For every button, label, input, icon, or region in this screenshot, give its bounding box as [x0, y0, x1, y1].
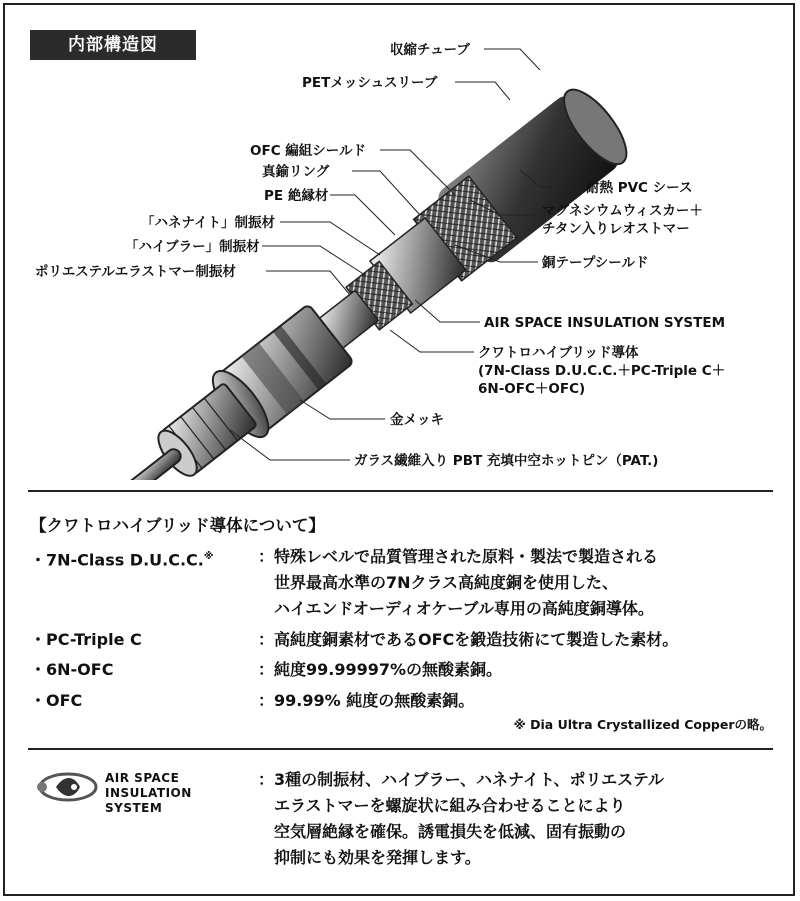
- label-conductor-3: 6N-OFC＋OFC): [478, 381, 586, 397]
- label-pet-mesh: PETメッシュスリーブ: [302, 75, 438, 91]
- label-copper-tape: 銅テープシールド: [542, 255, 649, 271]
- desc-ofc: ：99.99% 純度の無酸素銅。: [258, 691, 475, 710]
- page-title: 内部構造図: [30, 30, 196, 60]
- label-pe-insulation: PE 絶縁材: [264, 188, 329, 204]
- label-air-space: AIR SPACE INSULATION SYSTEM: [484, 315, 726, 331]
- term-6n: ・6N-OFC: [30, 660, 114, 679]
- label-pbt-pin: ガラス繊維入り PBT 充填中空ホットピン（PAT.): [354, 453, 659, 469]
- air-space-line1: ：3種の制振材、ハイブラー、ハネナイト、ポリエステル: [258, 770, 665, 789]
- air-space-logo-icon: [30, 767, 100, 807]
- label-ofc-shield: OFC 編組シールド: [250, 143, 367, 159]
- air-space-description: [258, 767, 664, 871]
- divider-top: [28, 490, 773, 492]
- footnote: ※ Dia Ultra Crystallized Copperの略。: [513, 717, 772, 732]
- label-shrink-tube: 収縮チューブ: [390, 42, 470, 58]
- label-polyester: ポリエステルエラストマー制振材: [35, 264, 236, 280]
- divider-bottom: [28, 748, 773, 750]
- desc-7n-line1: ：特殊レベルで品質管理された原料・製法で製造される: [258, 547, 659, 566]
- air-space-line3: 空気層絶縁を確保。誘電損失を低減、固有振動の: [258, 822, 627, 841]
- logo-text-line2: INSULATION SYSTEM: [105, 786, 192, 815]
- conductor-section-title: 【クワトロハイブリッド導体について】: [30, 516, 325, 535]
- label-pvc-sheath: 耐熱 PVC シース: [586, 180, 693, 196]
- term-pctc: ・PC-Triple C: [30, 630, 142, 649]
- logo-text-line1: AIR SPACE: [105, 771, 180, 785]
- label-hybler: 「ハイブラー」制振材: [125, 239, 260, 255]
- label-conductor-1: クワトロハイブリッド導体: [478, 345, 639, 361]
- air-space-logo: [30, 767, 250, 815]
- hot-pin-shape: [102, 446, 183, 480]
- label-hanenite: 「ハネナイト」制振材: [141, 215, 276, 231]
- air-space-line4: 抑制にも効果を発揮します。: [258, 848, 481, 867]
- desc-6n: ：純度99.99997%の無酸素銅。: [258, 660, 503, 679]
- label-brass-ring: 真鍮リング: [262, 164, 330, 180]
- desc-7n-line2: 世界最高水準の7Nクラス高純度銅を使用した、: [258, 573, 619, 592]
- term-ofc: ・OFC: [30, 691, 83, 710]
- label-whisker-1: マグネシウムウィスカー＋: [542, 203, 703, 219]
- label-gold-plating: 金メッキ: [390, 412, 444, 428]
- label-conductor-2: (7N-Class D.U.C.C.＋PC-Triple C＋: [478, 363, 726, 379]
- term-7n: ・7N-Class D.U.C.C.: [30, 550, 204, 570]
- term-7n-mark: ※: [203, 551, 214, 562]
- air-space-line2: エラストマーを螺旋状に組み合わせることにより: [258, 796, 626, 815]
- desc-7n-line3: ハイエンドオーディオケーブル専用の高純度銅導体。: [258, 599, 654, 618]
- desc-pctc: ：高純度銅素材であるOFCを鍛造技術にて製造した素材。: [258, 630, 679, 649]
- label-whisker-2: チタン入りレオストマー: [542, 221, 690, 237]
